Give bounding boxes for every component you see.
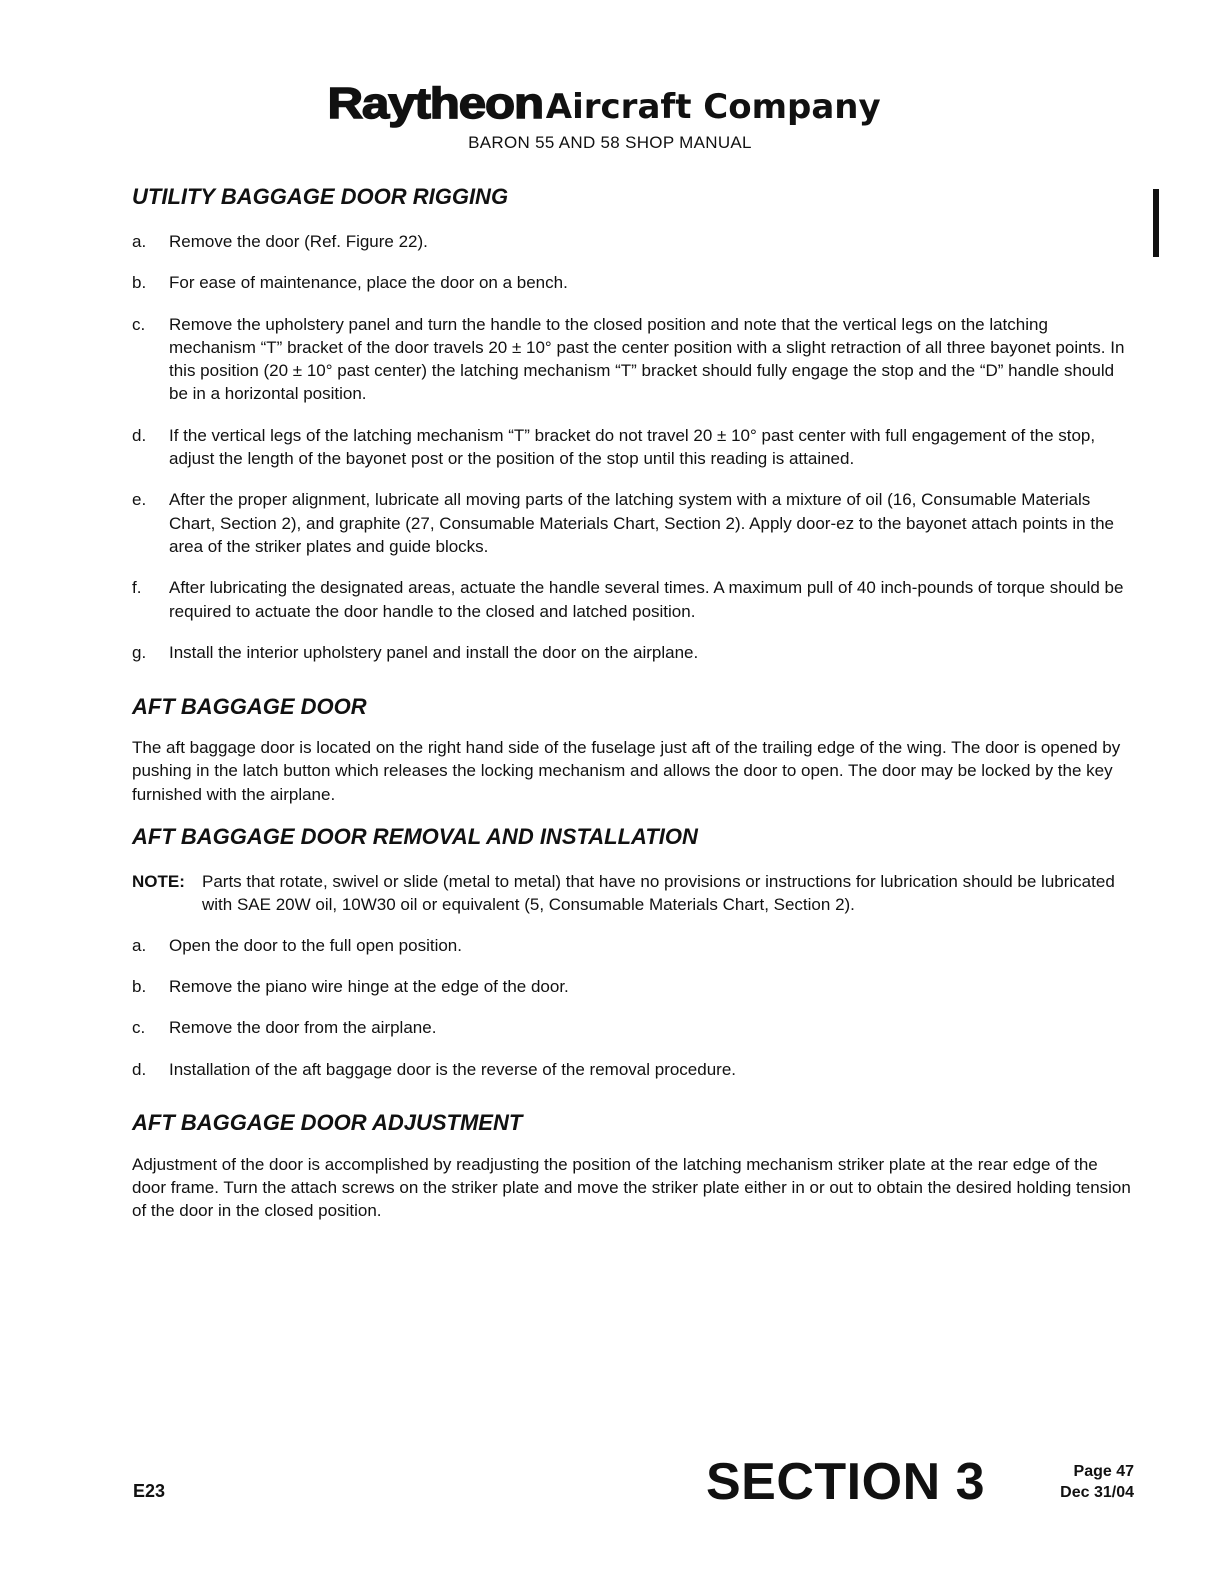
list-item: e. After the proper alignment, lubricate all moving parts of the latching system with a mixture of oil (16, Consumable Materials Chart, Section 2), and graphite (27, Consumable Materials Chart, Section 2). Apply door-ez to the bayonet attach points in the area of the striker plates and guide blocks. (132, 490, 1114, 556)
company-name: Aircraft Company (545, 87, 881, 127)
removal-steps (132, 934, 1136, 1081)
section-heading-adjustment: AFT BAGGAGE DOOR ADJUSTMENT (132, 1109, 523, 1135)
lubrication-note (132, 870, 1136, 917)
list-item: g. Install the interior upholstery panel and install the door on the airplane. (132, 642, 699, 662)
revision-change-bar (1153, 189, 1159, 257)
note-text: Parts that rotate, swivel or slide (metal to metal) that have no provisions or instructions for lubrication should be lubricated with SAE 20W oil, 10W30 oil or equivalent (5, Consumable Materials Chart, Section 2). (202, 872, 1115, 915)
adjustment-description: Adjustment of the door is accomplished by readjusting the position of the latching mechanism striker plate at the rear edge of the door frame. Turn the attach screws on the striker plate and move the striker plate either in or out to obtain the desired holding tension of the door in the closed position. (132, 1154, 1131, 1221)
brand-name: Raytheon (327, 79, 544, 128)
list-item: f. After lubricating the designated areas, actuate the handle several times. A maximum pull of 40 inch-pounds of torque should be required to actuate the door handle to the closed and latched position. (132, 578, 1124, 621)
company-logo (0, 79, 1220, 128)
list-item: b. Remove the piano wire hinge at the edge of the door. (132, 976, 569, 996)
revision-date: Dec 31/04 (1060, 1484, 1134, 1501)
rigging-steps (132, 230, 1136, 664)
section-label: SECTION 3 (706, 1453, 985, 1511)
aft-door-description: The aft baggage door is located on the right hand side of the fuselage just aft of the trailing edge of the wing. The door is opened by pushing in the latch button which releases the locking mechanism and allows the door to open. The door may be locked by the key furnished with the airplane. (132, 738, 1121, 804)
page-number: Page 47 (1073, 1463, 1134, 1480)
section-heading-removal-installation: AFT BAGGAGE DOOR REMOVAL AND INSTALLATION (132, 824, 698, 850)
section-heading-utility-rigging: UTILITY BAGGAGE DOOR RIGGING (132, 184, 509, 209)
list-item: a. Remove the door (Ref. Figure 22). (132, 232, 428, 251)
manual-title: BARON 55 AND 58 SHOP MANUAL (468, 133, 752, 152)
list-item: b. For ease of maintenance, place the door on a bench. (132, 273, 568, 293)
list-item: c. Remove the door from the airplane. (132, 1018, 437, 1038)
list-item: a. Open the door to the full open position. (132, 935, 462, 955)
list-item: c. Remove the upholstery panel and turn the handle to the closed position and note that the vertical legs on the latching mechanism “T” bracket of the door travels 20 ± 10° past the center position with a slight retraction of all three bayonet points. In this position (20 ± 10° past center) the latching mechanism “T” bracket should fully engage the stop and the “D” handle should be in a horizontal position. (132, 314, 1125, 404)
document-code: E23 (133, 1481, 166, 1501)
list-item: d. If the vertical legs of the latching mechanism “T” bracket do not travel 20 ± 10° past center with full engagement of the stop, adjust the length of the bayonet post or the position of the stop until this reading is attained. (132, 425, 1096, 469)
section-heading-aft-baggage-door: AFT BAGGAGE DOOR (132, 694, 367, 720)
note-label: NOTE: (132, 872, 185, 892)
page-info (1030, 1461, 1134, 1503)
list-item: d. Installation of the aft baggage door is the reverse of the removal procedure. (132, 1059, 737, 1079)
page-content (132, 184, 1136, 1223)
